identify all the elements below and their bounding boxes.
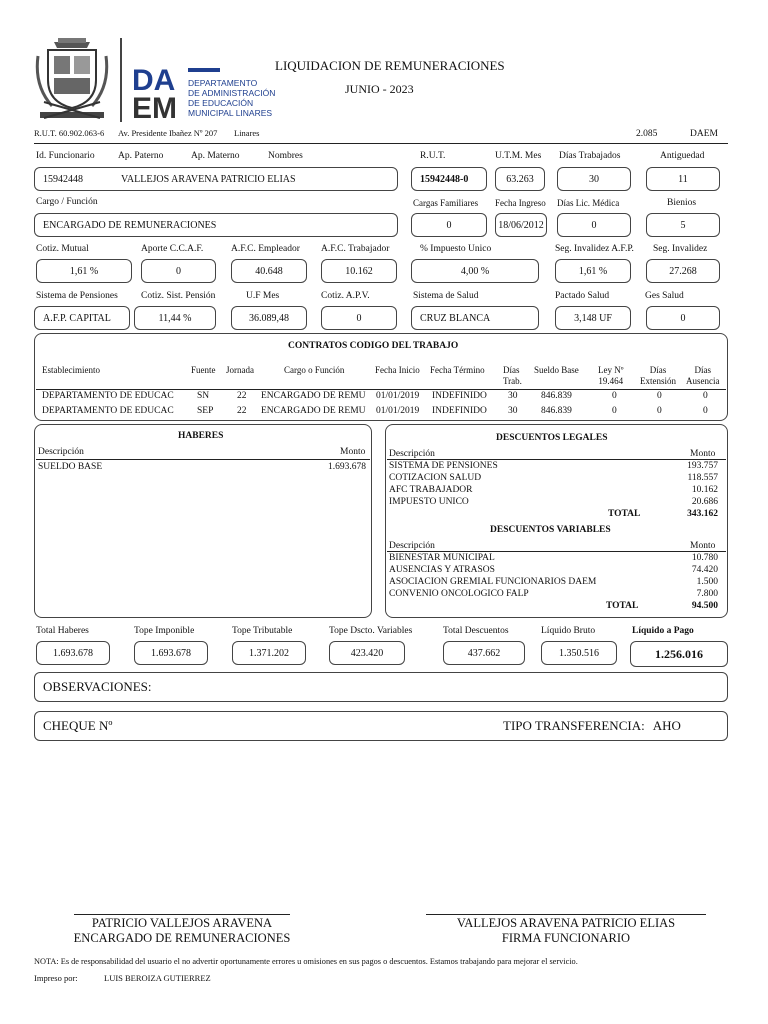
variables-item-monto: 1.500: [696, 577, 718, 587]
legales-item-monto: 118.557: [687, 473, 718, 483]
legales-item-monto: 10.162: [691, 485, 718, 495]
legales-item-desc: IMPUESTO UNICO: [389, 497, 469, 507]
transfer-value: AHO: [652, 718, 681, 733]
label-afc-empleador: A.F.C. Empleador: [231, 244, 300, 254]
row-dias-trab: 30: [508, 406, 518, 416]
haberes-title: HABERES: [178, 431, 224, 441]
label-ges-salud: Ges Salud: [645, 291, 684, 301]
row-dias-ausencia: 0: [703, 406, 708, 416]
cargas-field: 0: [411, 213, 487, 237]
employee-name-field: [34, 167, 398, 191]
row-fecha-termino: INDEFINIDO: [432, 391, 487, 401]
label-seg-invalidez: Seg. Invalidez: [653, 244, 708, 254]
col-fuente: Fuente: [191, 365, 216, 375]
row-fecha-termino: INDEFINIDO: [432, 406, 487, 416]
col-fecha-termino: Fecha Término: [430, 365, 485, 375]
col-ley: Ley Nº 19.464: [598, 365, 624, 386]
label-total-descuentos: Total Descuentos: [443, 626, 509, 636]
signature-left: [52, 916, 312, 946]
label-bienios: Bienios: [667, 198, 697, 208]
municipal-crest-icon: [34, 36, 110, 122]
label-lic-medica: Días Lic. Médica: [557, 198, 620, 208]
document-title: LIQUIDACION DE REMUNERACIONES: [275, 58, 505, 73]
row-fuente: SN: [197, 391, 210, 401]
afc-empleador-field: 40.648: [231, 259, 307, 283]
label-id: Id. Funcionario: [36, 151, 95, 161]
row-ley: 0: [612, 391, 617, 401]
cotiz-pension-field: 11,44 %: [134, 306, 216, 330]
label-ccaf: Aporte C.C.A.F.: [141, 244, 204, 254]
legales-rule: [387, 459, 726, 460]
row-jornada: 22: [237, 391, 247, 401]
label-fecha-ingreso: Fecha Ingreso: [495, 198, 546, 208]
col-sueldo-base: Sueldo Base: [534, 365, 579, 375]
variables-item-monto: 74.420: [691, 565, 718, 575]
apv-field: 0: [321, 306, 397, 330]
label-liquido-bruto: Líquido Bruto: [541, 626, 596, 636]
row-jornada: 22: [237, 406, 247, 416]
signature-left-name: PATRICIO VALLEJOS ARAVENA: [91, 916, 273, 930]
label-rut: R.U.T.: [420, 151, 446, 161]
variables-rule: [387, 551, 726, 552]
col-jornada: Jornada: [226, 365, 254, 375]
variables-total: 94.500: [691, 601, 718, 611]
logo-divider: [120, 38, 122, 122]
haberes-item-desc: SUELDO BASE: [38, 462, 103, 472]
label-apv: Cotiz. A.P.V.: [321, 291, 370, 301]
variables-monto-label: Monto: [690, 541, 716, 551]
signature-right: [426, 916, 706, 946]
label-antiguedad: Antiguedad: [660, 151, 705, 161]
label-total-haberes: Total Haberes: [36, 626, 89, 636]
employee-id: 15942448: [43, 173, 83, 185]
sistema-pensiones-field: A.F.P. CAPITAL: [34, 306, 130, 330]
signature-line-left: [74, 914, 290, 915]
haberes-item-monto: 1.693.678: [328, 462, 366, 472]
label-mutual: Cotiz. Mutual: [36, 244, 89, 254]
org-address: Av. Presidente Ibañez Nº 207: [118, 128, 218, 138]
row-cargo: ENCARGADO DE REMU: [261, 391, 366, 401]
row-sueldo-base: 846.839: [541, 391, 572, 401]
total-descuentos-field: 437.662: [443, 641, 525, 665]
fecha-ingreso-field: 18/06/2012: [495, 213, 547, 237]
total-haberes-field: 1.693.678: [36, 641, 110, 665]
label-afc-trabajador: A.F.C. Trabajador: [321, 244, 390, 254]
logo-em: EM: [132, 92, 177, 125]
variables-item-desc: AUSENCIAS Y ATRASOS: [389, 565, 495, 575]
pactado-salud-field: 3,148 UF: [555, 306, 631, 330]
variables-item-desc: CONVENIO ONCOLOGICO FALP: [389, 589, 529, 599]
variables-item-monto: 10.780: [691, 553, 718, 563]
label-tope-tributable: Tope Tributable: [232, 626, 293, 636]
row-ley: 0: [612, 406, 617, 416]
row-establecimiento: DEPARTAMENTO DE EDUCAC: [42, 406, 174, 416]
footer-note: NOTA: Es de responsabilidad del usuario el no advertir oportunamente errores u omisiones en sus pagos o descuentos. Estamos trabajando para mejorar el servicio.: [34, 957, 578, 966]
col-dias-extension: Días Extensión: [640, 365, 676, 386]
label-utm: U.T.M. Mes: [495, 151, 542, 161]
seg-invalidez-field: 27.268: [646, 259, 720, 283]
contratos-title: CONTRATOS CODIGO DEL TRABAJO: [288, 341, 459, 351]
label-dias-trabajados: Días Trabajados: [559, 151, 621, 161]
doc-org: DAEM: [690, 129, 718, 139]
row-dias-extension: 0: [657, 406, 662, 416]
label-tope-imponible: Tope Imponible: [134, 626, 195, 636]
label-cargo: Cargo / Función: [36, 197, 98, 207]
legales-desc-label: Descripción: [389, 449, 435, 459]
label-tope-dscto: Tope Dscto. Variables: [329, 626, 413, 636]
org-city: Linares: [234, 128, 260, 138]
haberes-rule: [36, 459, 370, 460]
variables-desc-label: Descripción: [389, 541, 435, 551]
logo-text: DEPARTAMENTO DE ADMINISTRACIÓN DE EDUCACIÓN MUNICIPAL LINARES: [188, 78, 276, 118]
ccaf-field: 0: [141, 259, 216, 283]
signature-right-role: FIRMA FUNCIONARIO: [501, 931, 631, 945]
label-sistema-salud: Sistema de Salud: [413, 291, 479, 301]
dias-trabajados-field: 30: [557, 167, 631, 191]
uf-mes-field: 36.089,48: [231, 306, 307, 330]
impuesto-field: 4,00 %: [411, 259, 539, 283]
doc-code: 2.085: [636, 129, 658, 139]
col-cargo: Cargo o Función: [284, 365, 345, 375]
document-period: JUNIO - 2023: [345, 82, 414, 96]
signature-right-name: VALLEJOS ARAVENA PATRICIO ELIAS: [456, 916, 676, 930]
label-cotiz-pension: Cotiz. Sist. Pensión: [141, 291, 216, 301]
variables-title: DESCUENTOS VARIABLES: [490, 525, 611, 535]
antiguedad-field: 11: [646, 167, 720, 191]
label-liquido-pago: Líquido a Pago: [632, 626, 694, 636]
lic-medica-field: 0: [557, 213, 631, 237]
cargo-field: ENCARGADO DE REMUNERACIONES: [34, 213, 398, 237]
col-establecimiento: Establecimiento: [42, 365, 100, 375]
contratos-header-rule: [36, 389, 726, 390]
legales-monto-label: Monto: [690, 449, 716, 459]
label-impuesto: % Impuesto Unico: [420, 244, 492, 254]
variables-item-desc: ASOCIACION GREMIAL FUNCIONARIOS DAEM: [389, 577, 597, 587]
ges-salud-field: 0: [646, 306, 720, 330]
legales-item-desc: AFC TRABAJADOR: [389, 485, 473, 495]
legales-title: DESCUENTOS LEGALES: [496, 433, 608, 443]
haberes-panel: [34, 424, 372, 618]
col-dias-trab: Días Trab.: [503, 365, 522, 386]
legales-item-desc: SISTEMA DE PENSIONES: [389, 461, 498, 471]
col-fecha-inicio: Fecha Inicio: [375, 365, 420, 375]
cheque-box: [34, 711, 728, 741]
logo-accent-bar: [188, 68, 220, 72]
row-fuente: SEP: [197, 406, 214, 416]
liquido-bruto-field: 1.350.516: [541, 641, 617, 665]
bienios-field: 5: [646, 213, 720, 237]
haberes-monto-label: Monto: [340, 447, 366, 457]
label-uf-mes: U.F Mes: [246, 291, 280, 301]
label-nombres: Nombres: [268, 151, 303, 161]
variables-item-monto: 7.800: [696, 589, 718, 599]
observaciones-label: OBSERVACIONES:: [43, 679, 152, 694]
header-rule: [34, 143, 728, 144]
label-seg-invalidez-afp: Seg. Invalidez A.F.P.: [555, 244, 634, 254]
liquido-pago-field: 1.256.016: [630, 641, 728, 667]
cheque-label: CHEQUE Nº: [43, 718, 113, 733]
transfer-label: TIPO TRANSFERENCIA:: [503, 718, 645, 733]
legales-total: 343.162: [687, 509, 718, 519]
signature-left-role: ENCARGADO DE REMUNERACIONES: [73, 931, 291, 945]
tope-imponible-field: 1.693.678: [134, 641, 208, 665]
utm-field: 63.263: [495, 167, 545, 191]
row-sueldo-base: 846.839: [541, 406, 572, 416]
impreso-label: Impreso por:: [34, 973, 78, 983]
variables-item-desc: BIENESTAR MUNICIPAL: [389, 553, 495, 563]
tope-tributable-field: 1.371.202: [232, 641, 306, 665]
haberes-desc-label: Descripción: [38, 447, 84, 457]
label-ap-paterno: Ap. Paterno: [118, 151, 164, 161]
employee-name: VALLEJOS ARAVENA PATRICIO ELIAS: [121, 173, 296, 185]
row-fecha-inicio: 01/01/2019: [376, 406, 420, 416]
employee-rut-field: 15942448-0: [411, 167, 487, 191]
variables-total-label: TOTAL: [606, 601, 639, 611]
row-fecha-inicio: 01/01/2019: [376, 391, 420, 401]
legales-item-monto: 20.686: [691, 497, 718, 507]
row-dias-extension: 0: [657, 391, 662, 401]
tope-dscto-field: 423.420: [329, 641, 405, 665]
mutual-field: 1,61 %: [36, 259, 132, 283]
legales-item-monto: 193.757: [687, 461, 718, 471]
label-sistema-pensiones: Sistema de Pensiones: [36, 291, 118, 301]
impreso-value: LUIS BEROIZA GUTIERREZ: [104, 973, 211, 983]
row-cargo: ENCARGADO DE REMU: [261, 406, 366, 416]
label-ap-materno: Ap. Materno: [191, 151, 240, 161]
col-dias-ausencia: Días Ausencia: [686, 365, 720, 386]
row-establecimiento: DEPARTAMENTO DE EDUCAC: [42, 391, 174, 401]
row-dias-ausencia: 0: [703, 391, 708, 401]
observaciones-box: [34, 672, 728, 702]
signature-line-right: [426, 914, 706, 915]
logo-da: DA: [132, 64, 176, 97]
legales-item-desc: COTIZACION SALUD: [389, 473, 482, 483]
org-rut: R.U.T. 60.902.063-6: [34, 128, 105, 138]
afc-trabajador-field: 10.162: [321, 259, 397, 283]
row-dias-trab: 30: [508, 391, 518, 401]
sistema-salud-field: CRUZ BLANCA: [411, 306, 539, 330]
label-cargas: Cargas Familiares: [413, 198, 479, 208]
seg-invalidez-afp-field: 1,61 %: [555, 259, 631, 283]
legales-total-label: TOTAL: [608, 509, 641, 519]
label-pactado-salud: Pactado Salud: [555, 291, 610, 301]
